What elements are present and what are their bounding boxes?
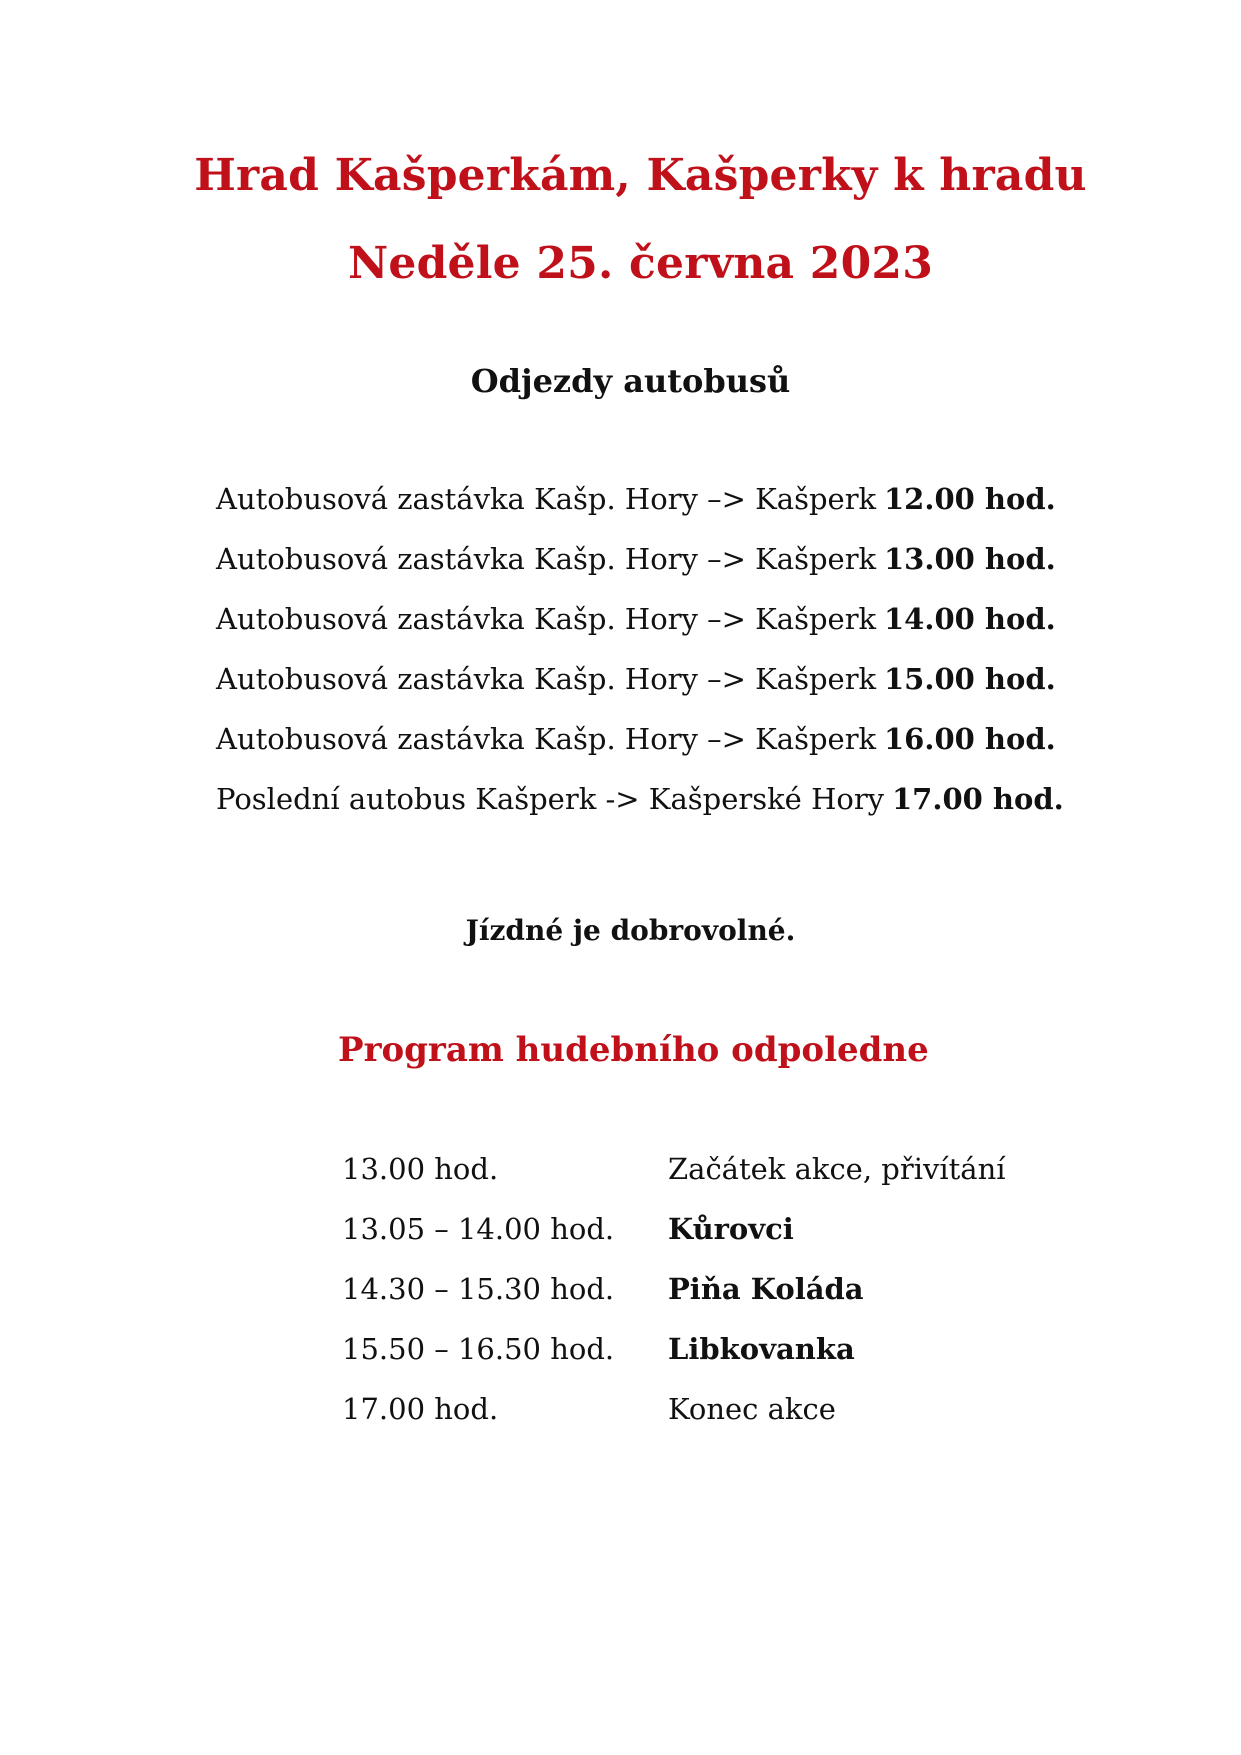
program-band: Kůrovci: [668, 1212, 794, 1246]
page-title: Hrad Kašperkám, Kašperky k hradu: [194, 150, 1087, 201]
bus-route: Autobusová zastávka Kašp. Hory –> Kašperk: [216, 602, 877, 636]
program-time: 15.50 – 16.50 hod.: [342, 1332, 615, 1366]
program-list: [0, 1152, 1241, 1452]
program-event: Začátek akce, přivítání: [668, 1152, 1006, 1186]
program-row: [0, 1152, 1241, 1212]
bus-route: Autobusová zastávka Kašp. Hory –> Kašperk: [216, 542, 877, 576]
bus-row: [0, 542, 1241, 602]
program-time: 17.00 hod.: [342, 1392, 499, 1426]
bus-time: 14.00 hod.: [884, 602, 1056, 636]
program-band: Piňa Koláda: [668, 1272, 864, 1306]
bus-departures-list: [0, 482, 1241, 842]
bus-row: [0, 662, 1241, 722]
program-time: 14.30 – 15.30 hod.: [342, 1272, 615, 1306]
departures-heading: Odjezdy autobusů: [470, 362, 791, 400]
program-band: Libkovanka: [668, 1332, 855, 1366]
event-date: Neděle 25. června 2023: [347, 238, 934, 289]
program-heading: Program hudebního odpoledne: [338, 1030, 929, 1070]
program-row: [0, 1332, 1241, 1392]
bus-time: 13.00 hod.: [884, 542, 1056, 576]
program-row: [0, 1272, 1241, 1332]
bus-row: [0, 722, 1241, 782]
bus-row-last: [0, 782, 1241, 842]
bus-time: 17.00 hod.: [892, 782, 1064, 816]
bus-row: [0, 602, 1241, 662]
bus-time: 16.00 hod.: [884, 722, 1056, 756]
program-event: Konec akce: [668, 1392, 836, 1426]
bus-route: Poslední autobus Kašperk -> Kašperské Hory: [216, 782, 885, 816]
program-row: [0, 1392, 1241, 1452]
bus-row: [0, 482, 1241, 542]
bus-route: Autobusová zastávka Kašp. Hory –> Kašperk: [216, 722, 877, 756]
bus-time: 15.00 hod.: [884, 662, 1056, 696]
bus-route: Autobusová zastávka Kašp. Hory –> Kašperk: [216, 662, 877, 696]
program-time: 13.05 – 14.00 hod.: [342, 1212, 615, 1246]
program-time: 13.00 hod.: [342, 1152, 499, 1186]
program-row: [0, 1212, 1241, 1272]
fare-note: Jízdné je dobrovolné.: [465, 914, 796, 947]
bus-time: 12.00 hod.: [884, 482, 1056, 516]
bus-route: Autobusová zastávka Kašp. Hory –> Kašperk: [216, 482, 877, 516]
